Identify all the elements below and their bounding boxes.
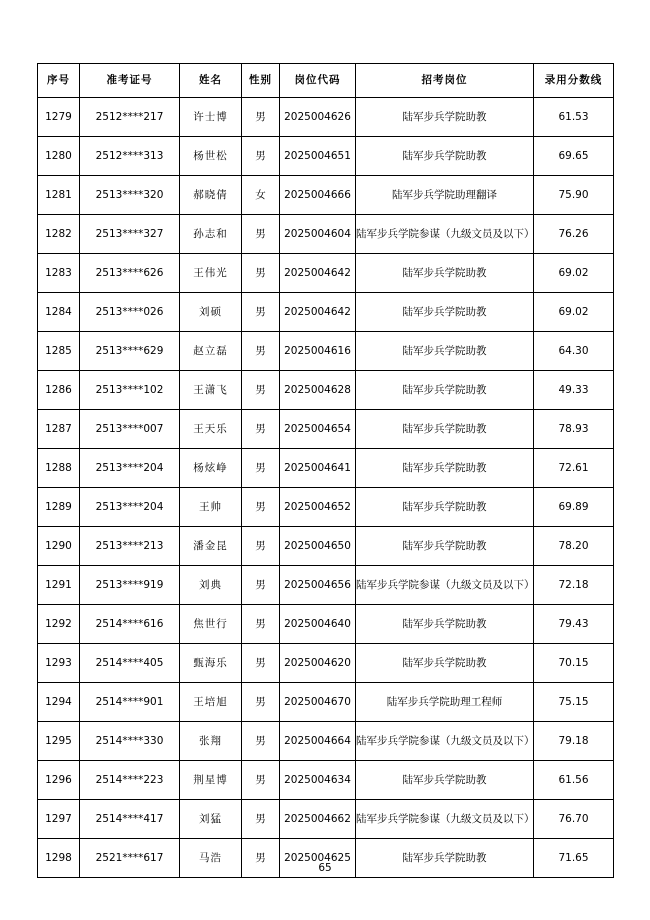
cell-seq: 1291 xyxy=(38,566,80,605)
cell-post-code: 2025004662 xyxy=(280,800,356,839)
cell-admission-id: 2513****327 xyxy=(80,215,180,254)
cell-admission-id: 2514****417 xyxy=(80,800,180,839)
cell-post-code: 2025004652 xyxy=(280,488,356,527)
cell-seq: 1288 xyxy=(38,449,80,488)
cell-score: 72.18 xyxy=(534,566,614,605)
cell-gender: 男 xyxy=(242,683,280,722)
cell-score: 69.02 xyxy=(534,293,614,332)
cell-post: 陆军步兵学院助理翻译 xyxy=(356,176,534,215)
table-row xyxy=(38,293,614,332)
cell-gender: 男 xyxy=(242,137,280,176)
cell-seq: 1297 xyxy=(38,800,80,839)
cell-admission-id: 2513****919 xyxy=(80,566,180,605)
cell-post-code: 2025004651 xyxy=(280,137,356,176)
cell-admission-id: 2514****330 xyxy=(80,722,180,761)
cell-seq: 1298 xyxy=(38,839,80,878)
cell-score: 69.02 xyxy=(534,254,614,293)
column-header-admission-id: 准考证号 xyxy=(80,64,180,98)
cell-score: 79.43 xyxy=(534,605,614,644)
cell-score: 71.65 xyxy=(534,839,614,878)
cell-name: 张翔 xyxy=(180,722,242,761)
cell-post-code: 2025004666 xyxy=(280,176,356,215)
cell-name: 王帅 xyxy=(180,488,242,527)
cell-post: 陆军步兵学院助教 xyxy=(356,488,534,527)
cell-gender: 女 xyxy=(242,176,280,215)
cell-post: 陆军步兵学院助教 xyxy=(356,293,534,332)
table-row xyxy=(38,488,614,527)
cell-gender: 男 xyxy=(242,566,280,605)
table-row xyxy=(38,527,614,566)
cell-admission-id: 2512****217 xyxy=(80,98,180,137)
exam-results-table xyxy=(37,63,614,878)
cell-gender: 男 xyxy=(242,761,280,800)
column-header-post: 招考岗位 xyxy=(356,64,534,98)
cell-admission-id: 2514****901 xyxy=(80,683,180,722)
cell-post-code: 2025004670 xyxy=(280,683,356,722)
cell-admission-id: 2513****026 xyxy=(80,293,180,332)
cell-admission-id: 2513****204 xyxy=(80,449,180,488)
cell-post-code: 2025004656 xyxy=(280,566,356,605)
cell-name: 马浩 xyxy=(180,839,242,878)
cell-gender: 男 xyxy=(242,722,280,761)
cell-score: 72.61 xyxy=(534,449,614,488)
cell-post-code: 2025004642 xyxy=(280,254,356,293)
table-row xyxy=(38,371,614,410)
cell-post-code: 2025004628 xyxy=(280,371,356,410)
cell-post-code: 2025004616 xyxy=(280,332,356,371)
cell-admission-id: 2514****223 xyxy=(80,761,180,800)
cell-post: 陆军步兵学院助教 xyxy=(356,332,534,371)
table-row xyxy=(38,605,614,644)
cell-score: 78.20 xyxy=(534,527,614,566)
cell-name: 郝晓倩 xyxy=(180,176,242,215)
cell-admission-id: 2512****313 xyxy=(80,137,180,176)
table-row xyxy=(38,410,614,449)
cell-post: 陆军步兵学院参谋（九级文员及以下） xyxy=(356,215,534,254)
cell-name: 潘金昆 xyxy=(180,527,242,566)
cell-seq: 1290 xyxy=(38,527,80,566)
cell-admission-id: 2513****213 xyxy=(80,527,180,566)
cell-post: 陆军步兵学院参谋（九级文员及以下） xyxy=(356,566,534,605)
cell-gender: 男 xyxy=(242,800,280,839)
table-row xyxy=(38,137,614,176)
cell-seq: 1282 xyxy=(38,215,80,254)
column-header-post-code: 岗位代码 xyxy=(280,64,356,98)
table-row xyxy=(38,332,614,371)
cell-name: 杨世松 xyxy=(180,137,242,176)
table-body xyxy=(38,98,614,878)
cell-post-code: 2025004625 xyxy=(280,839,356,878)
cell-score: 64.30 xyxy=(534,332,614,371)
cell-seq: 1281 xyxy=(38,176,80,215)
cell-score: 76.70 xyxy=(534,800,614,839)
cell-post-code: 2025004604 xyxy=(280,215,356,254)
cell-name: 许士博 xyxy=(180,98,242,137)
table-row xyxy=(38,449,614,488)
cell-score: 69.89 xyxy=(534,488,614,527)
cell-admission-id: 2514****616 xyxy=(80,605,180,644)
cell-post: 陆军步兵学院助理工程师 xyxy=(356,683,534,722)
cell-post: 陆军步兵学院助教 xyxy=(356,761,534,800)
cell-post-code: 2025004634 xyxy=(280,761,356,800)
column-header-name: 姓名 xyxy=(180,64,242,98)
cell-gender: 男 xyxy=(242,293,280,332)
table-header xyxy=(38,64,614,98)
cell-gender: 男 xyxy=(242,488,280,527)
cell-post: 陆军步兵学院助教 xyxy=(356,527,534,566)
table-row xyxy=(38,722,614,761)
cell-gender: 男 xyxy=(242,215,280,254)
cell-post-code: 2025004642 xyxy=(280,293,356,332)
cell-score: 76.26 xyxy=(534,215,614,254)
cell-post: 陆军步兵学院助教 xyxy=(356,644,534,683)
cell-name: 刘猛 xyxy=(180,800,242,839)
cell-seq: 1280 xyxy=(38,137,80,176)
cell-score: 69.65 xyxy=(534,137,614,176)
cell-admission-id: 2513****320 xyxy=(80,176,180,215)
cell-score: 79.18 xyxy=(534,722,614,761)
cell-name: 王潇飞 xyxy=(180,371,242,410)
cell-post: 陆军步兵学院参谋（九级文员及以下） xyxy=(356,722,534,761)
cell-name: 孙志和 xyxy=(180,215,242,254)
cell-name: 王伟光 xyxy=(180,254,242,293)
column-header-seq: 序号 xyxy=(38,64,80,98)
table-row xyxy=(38,98,614,137)
cell-admission-id: 2513****629 xyxy=(80,332,180,371)
cell-gender: 男 xyxy=(242,527,280,566)
cell-post: 陆军步兵学院助教 xyxy=(356,371,534,410)
cell-post-code: 2025004641 xyxy=(280,449,356,488)
cell-post-code: 2025004654 xyxy=(280,410,356,449)
cell-seq: 1295 xyxy=(38,722,80,761)
cell-name: 荆星博 xyxy=(180,761,242,800)
cell-admission-id: 2513****007 xyxy=(80,410,180,449)
cell-seq: 1285 xyxy=(38,332,80,371)
cell-admission-id: 2513****102 xyxy=(80,371,180,410)
cell-name: 焦世行 xyxy=(180,605,242,644)
cell-post: 陆军步兵学院助教 xyxy=(356,839,534,878)
cell-gender: 男 xyxy=(242,371,280,410)
cell-seq: 1284 xyxy=(38,293,80,332)
cell-name: 王培旭 xyxy=(180,683,242,722)
column-header-gender: 性别 xyxy=(242,64,280,98)
cell-gender: 男 xyxy=(242,605,280,644)
cell-gender: 男 xyxy=(242,449,280,488)
column-header-score-line: 录用分数线 xyxy=(534,64,614,98)
cell-score: 49.33 xyxy=(534,371,614,410)
cell-post-code: 2025004620 xyxy=(280,644,356,683)
table-row xyxy=(38,566,614,605)
cell-admission-id: 2513****626 xyxy=(80,254,180,293)
cell-seq: 1293 xyxy=(38,644,80,683)
cell-name: 甄海乐 xyxy=(180,644,242,683)
exam-results-table-container xyxy=(37,63,613,878)
cell-name: 杨炫峥 xyxy=(180,449,242,488)
cell-seq: 1279 xyxy=(38,98,80,137)
cell-admission-id: 2513****204 xyxy=(80,488,180,527)
table-row xyxy=(38,176,614,215)
cell-gender: 男 xyxy=(242,254,280,293)
cell-name: 刘典 xyxy=(180,566,242,605)
cell-score: 78.93 xyxy=(534,410,614,449)
cell-gender: 男 xyxy=(242,410,280,449)
table-row xyxy=(38,215,614,254)
table-row xyxy=(38,761,614,800)
cell-score: 61.53 xyxy=(534,98,614,137)
cell-admission-id: 2521****617 xyxy=(80,839,180,878)
cell-seq: 1294 xyxy=(38,683,80,722)
cell-gender: 男 xyxy=(242,98,280,137)
cell-name: 王天乐 xyxy=(180,410,242,449)
page-number: 65 xyxy=(318,862,332,874)
cell-name: 赵立磊 xyxy=(180,332,242,371)
cell-seq: 1289 xyxy=(38,488,80,527)
cell-seq: 1286 xyxy=(38,371,80,410)
cell-name: 刘硕 xyxy=(180,293,242,332)
cell-score: 61.56 xyxy=(534,761,614,800)
cell-seq: 1287 xyxy=(38,410,80,449)
cell-post: 陆军步兵学院参谋（九级文员及以下） xyxy=(356,800,534,839)
cell-seq: 1292 xyxy=(38,605,80,644)
cell-gender: 男 xyxy=(242,332,280,371)
cell-gender: 男 xyxy=(242,644,280,683)
cell-post-code: 2025004650 xyxy=(280,527,356,566)
table-header-row xyxy=(38,64,614,98)
table-row xyxy=(38,254,614,293)
cell-score: 75.15 xyxy=(534,683,614,722)
cell-seq: 1283 xyxy=(38,254,80,293)
cell-post-code: 2025004626 xyxy=(280,98,356,137)
cell-seq: 1296 xyxy=(38,761,80,800)
cell-post-code: 2025004640 xyxy=(280,605,356,644)
table-row xyxy=(38,800,614,839)
table-row xyxy=(38,644,614,683)
cell-gender: 男 xyxy=(242,839,280,878)
cell-post: 陆军步兵学院助教 xyxy=(356,137,534,176)
cell-admission-id: 2514****405 xyxy=(80,644,180,683)
cell-post: 陆军步兵学院助教 xyxy=(356,605,534,644)
cell-post: 陆军步兵学院助教 xyxy=(356,254,534,293)
cell-post-code: 2025004664 xyxy=(280,722,356,761)
cell-post: 陆军步兵学院助教 xyxy=(356,98,534,137)
cell-score: 70.15 xyxy=(534,644,614,683)
table-row xyxy=(38,683,614,722)
cell-post: 陆军步兵学院助教 xyxy=(356,410,534,449)
cell-score: 75.90 xyxy=(534,176,614,215)
cell-post: 陆军步兵学院助教 xyxy=(356,449,534,488)
